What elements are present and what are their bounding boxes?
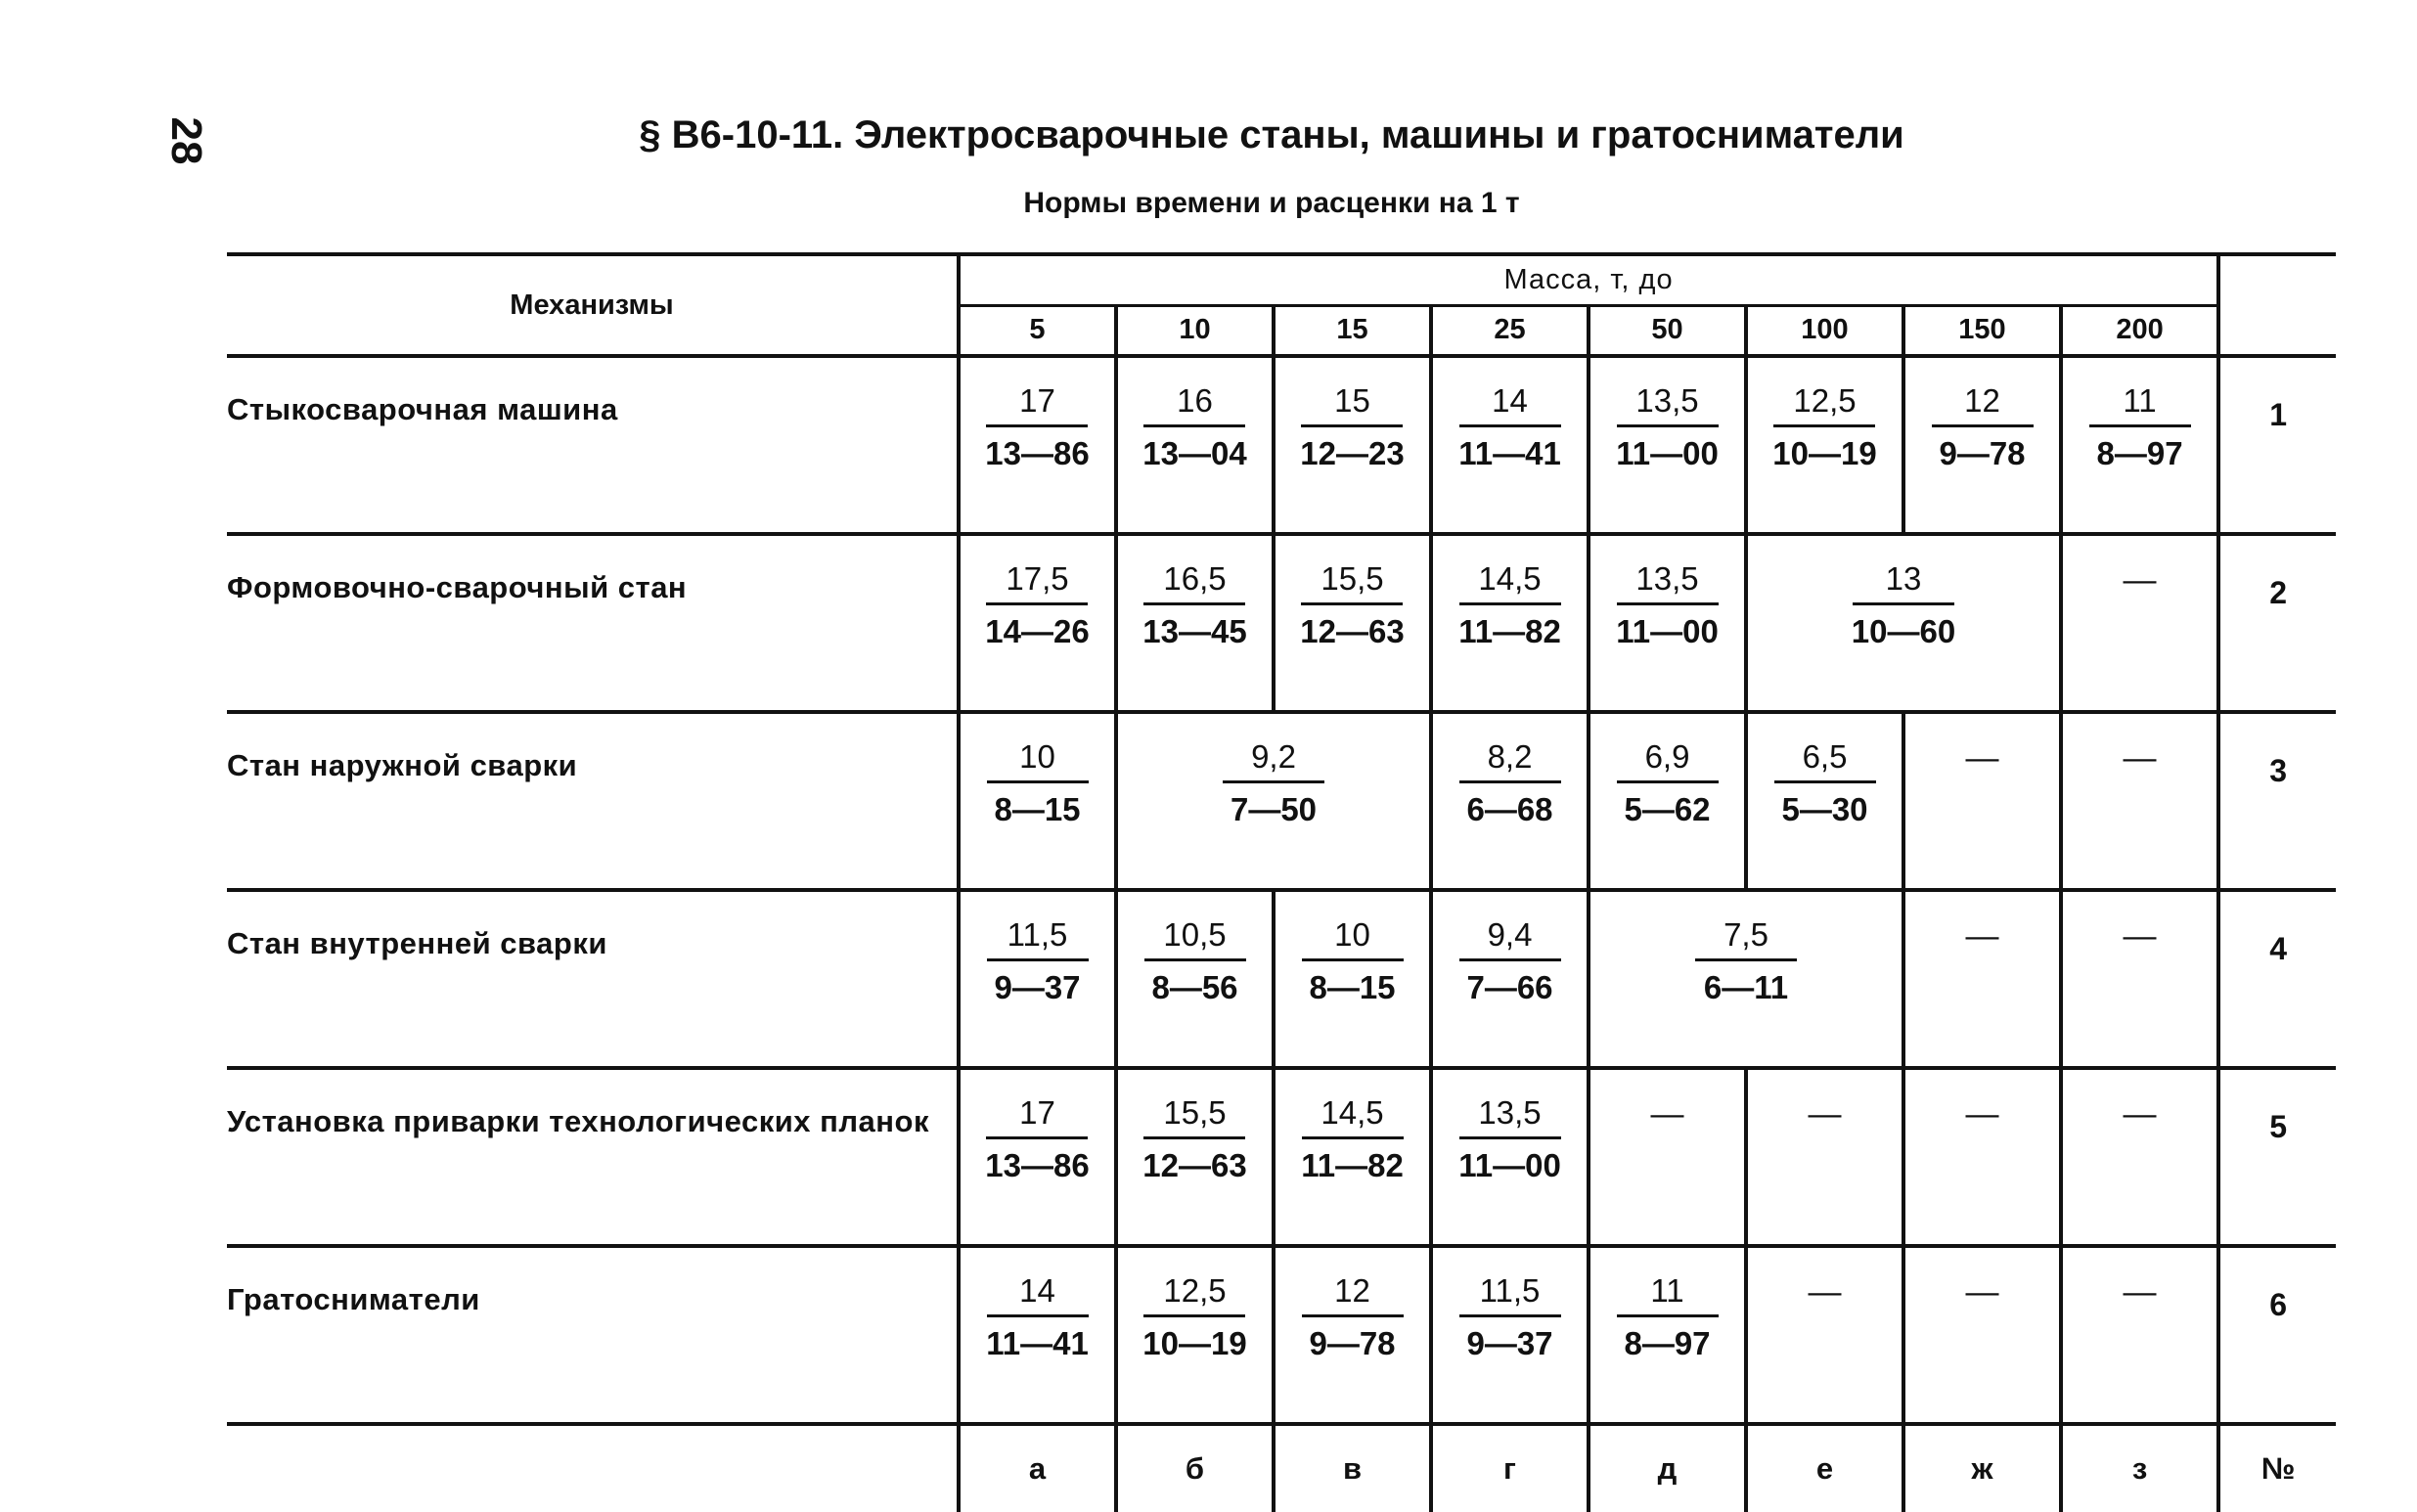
number-sign: № [2218,1424,2336,1512]
time-norm: 14,5 [1459,562,1561,605]
rate-value: 8—15 [1309,969,1396,1005]
time-norm: 14 [987,1274,1089,1317]
table-row [227,534,2336,712]
dash: — [1808,1273,1842,1311]
column-letter: ж [1903,1424,2061,1512]
mechanisms-header: Механизмы [227,254,959,356]
time-norm: 12 [1932,384,2034,427]
table-row [227,356,2336,534]
table-row [227,1068,2336,1246]
rate-value: 9—37 [994,969,1081,1005]
mass-value: 10 [1116,305,1274,356]
table-row [227,712,2336,890]
page-title: § В6-10-11. Электросварочные станы, машины и гратосниматели [639,113,1904,156]
rate-cell [1746,356,1903,534]
mass-header: Масса, т, до [959,254,2218,305]
rate-cell [1274,890,1431,1068]
time-norm: 11,5 [987,918,1089,961]
page-number: 28 [162,116,210,165]
time-norm: 17,5 [986,562,1088,605]
rate-cell [1274,534,1431,712]
time-norm: 14 [1459,384,1561,427]
norms-table [227,252,2336,1512]
time-norm: 9,2 [1223,740,1324,783]
rate-value: 5—62 [1624,791,1711,827]
time-norm: 6,5 [1774,740,1876,783]
rate-cell [959,712,1116,890]
row-number: 5 [2218,1068,2336,1246]
mass-value: 150 [1903,305,2061,356]
time-norm: 7,5 [1695,918,1797,961]
rate-value: 11—41 [986,1325,1089,1361]
mechanism-name: Формовочно-сварочный стан [227,534,959,712]
dash: — [1650,1095,1684,1133]
rate-value: 11—00 [1616,435,1719,471]
dash: — [2123,561,2157,599]
column-letter: е [1746,1424,1903,1512]
time-norm: 13 [1853,562,1954,605]
rate-cell-merged [1746,534,2061,712]
rate-cell [959,534,1116,712]
rate-value: 13—86 [985,1147,1090,1183]
time-norm: 16 [1143,384,1245,427]
rate-cell [1431,890,1589,1068]
rate-cell [1431,1068,1589,1246]
rate-value: 11—00 [1458,1147,1561,1183]
rate-cell [1903,356,2061,534]
rate-value: 10—19 [1772,435,1877,471]
row-number: 3 [2218,712,2336,890]
mass-value: 200 [2061,305,2218,356]
number-header [2218,254,2336,356]
rate-value: 10—19 [1142,1325,1247,1361]
time-norm: 15,5 [1301,562,1403,605]
time-norm: 11 [2089,384,2191,427]
rate-value: 8—56 [1151,969,1238,1005]
rate-cell [959,1068,1116,1246]
rate-value: 8—97 [1624,1325,1711,1361]
row-number: 4 [2218,890,2336,1068]
rate-value: 9—78 [1309,1325,1396,1361]
rate-value: 12—63 [1142,1147,1247,1183]
rate-value: 12—23 [1300,435,1405,471]
rate-cell [1274,356,1431,534]
time-norm: 14,5 [1302,1096,1404,1139]
time-norm: 15 [1301,384,1403,427]
mechanism-name: Гратосниматели [227,1246,959,1424]
rate-cell [1116,1068,1274,1246]
empty-cell [2061,712,2218,890]
time-norm: 10,5 [1144,918,1246,961]
time-norm: 17 [986,1096,1088,1139]
table-row [227,890,2336,1068]
mass-value: 25 [1431,305,1589,356]
time-norm: 13,5 [1617,384,1719,427]
rate-value: 10—60 [1851,613,1956,649]
rate-value: 13—45 [1142,613,1247,649]
rate-cell [959,1246,1116,1424]
empty-cell [2061,1246,2218,1424]
rate-cell [1589,712,1746,890]
time-norm: 17 [986,384,1088,427]
time-norm: 12,5 [1143,1274,1245,1317]
column-letter: г [1431,1424,1589,1512]
rate-cell [1431,712,1589,890]
mass-value: 100 [1746,305,1903,356]
time-norm: 13,5 [1617,562,1719,605]
time-norm: 10 [987,740,1089,783]
time-norm: 16,5 [1143,562,1245,605]
mass-value: 15 [1274,305,1431,356]
time-norm: 9,4 [1459,918,1561,961]
time-norm: 12 [1302,1274,1404,1317]
column-letter: б [1116,1424,1274,1512]
time-norm: 12,5 [1773,384,1875,427]
mechanism-name: Установка приварки технологических планок [227,1068,959,1246]
dash: — [2123,917,2157,955]
rate-value: 9—78 [1939,435,2026,471]
mechanism-name: Стан внутренней сварки [227,890,959,1068]
rate-cell [2061,356,2218,534]
empty-cell [1903,1068,2061,1246]
rate-value: 12—63 [1300,613,1405,649]
rate-value: 9—37 [1466,1325,1553,1361]
rate-cell [1589,1246,1746,1424]
mechanism-name: Стан наружной сварки [227,712,959,890]
rate-cell [959,890,1116,1068]
time-norm: 11,5 [1459,1274,1561,1317]
empty-cell [2061,890,2218,1068]
rate-value: 11—41 [1458,435,1561,471]
rate-value: 13—04 [1142,435,1247,471]
rate-cell [1431,1246,1589,1424]
empty-cell [1903,1246,2061,1424]
dash: — [2123,1095,2157,1133]
rate-cell [1116,356,1274,534]
empty-cell [1746,1068,1903,1246]
rate-cell [1274,1068,1431,1246]
dash: — [1808,1095,1842,1133]
rate-value: 14—26 [985,613,1090,649]
column-letter: д [1589,1424,1746,1512]
column-letter: в [1274,1424,1431,1512]
dash: — [1965,1095,1999,1133]
time-norm: 8,2 [1459,740,1561,783]
rate-cell [1431,534,1589,712]
rate-value: 11—82 [1301,1147,1404,1183]
rate-value: 5—30 [1781,791,1868,827]
rate-value: 8—15 [994,791,1081,827]
dash: — [2123,1273,2157,1311]
mass-value: 5 [959,305,1116,356]
table-row [227,1246,2336,1424]
rate-value: 11—82 [1458,613,1561,649]
time-norm: 15,5 [1143,1096,1245,1139]
row-number: 6 [2218,1246,2336,1424]
rate-cell [959,356,1116,534]
empty-cell [1589,1068,1746,1246]
empty-cell [2061,1068,2218,1246]
rate-value: 13—86 [985,435,1090,471]
rate-value: 7—66 [1466,969,1553,1005]
rate-cell [1274,1246,1431,1424]
dash: — [1965,1273,1999,1311]
rate-value: 6—11 [1703,969,1789,1005]
time-norm: 13,5 [1459,1096,1561,1139]
rate-value: 11—00 [1616,613,1719,649]
empty-cell [1903,712,2061,890]
empty-cell [1903,890,2061,1068]
time-norm: 11 [1617,1274,1719,1317]
rate-value: 8—97 [2096,435,2183,471]
rate-cell [1116,534,1274,712]
rate-cell [1116,890,1274,1068]
row-number: 1 [2218,356,2336,534]
mechanism-name: Стыкосварочная машина [227,356,959,534]
dash: — [1965,917,1999,955]
rate-cell [1116,1246,1274,1424]
time-norm: 10 [1302,918,1404,961]
table-subtitle: Нормы времени и расценки на 1 т [1023,187,1520,219]
rate-cell [1589,534,1746,712]
rate-cell [1431,356,1589,534]
column-letter: а [959,1424,1116,1512]
mass-value: 50 [1589,305,1746,356]
rate-cell [1746,712,1903,890]
footer-blank [227,1424,959,1512]
dash: — [1965,739,1999,777]
rate-value: 7—50 [1230,791,1318,827]
empty-cell [2061,534,2218,712]
rate-value: 6—68 [1466,791,1553,827]
rate-cell [1589,356,1746,534]
column-letter: з [2061,1424,2218,1512]
time-norm: 6,9 [1617,740,1719,783]
rate-cell-merged [1589,890,1903,1068]
column-letters-row [227,1424,2336,1512]
rate-cell-merged [1116,712,1431,890]
dash: — [2123,739,2157,777]
row-number: 2 [2218,534,2336,712]
empty-cell [1746,1246,1903,1424]
